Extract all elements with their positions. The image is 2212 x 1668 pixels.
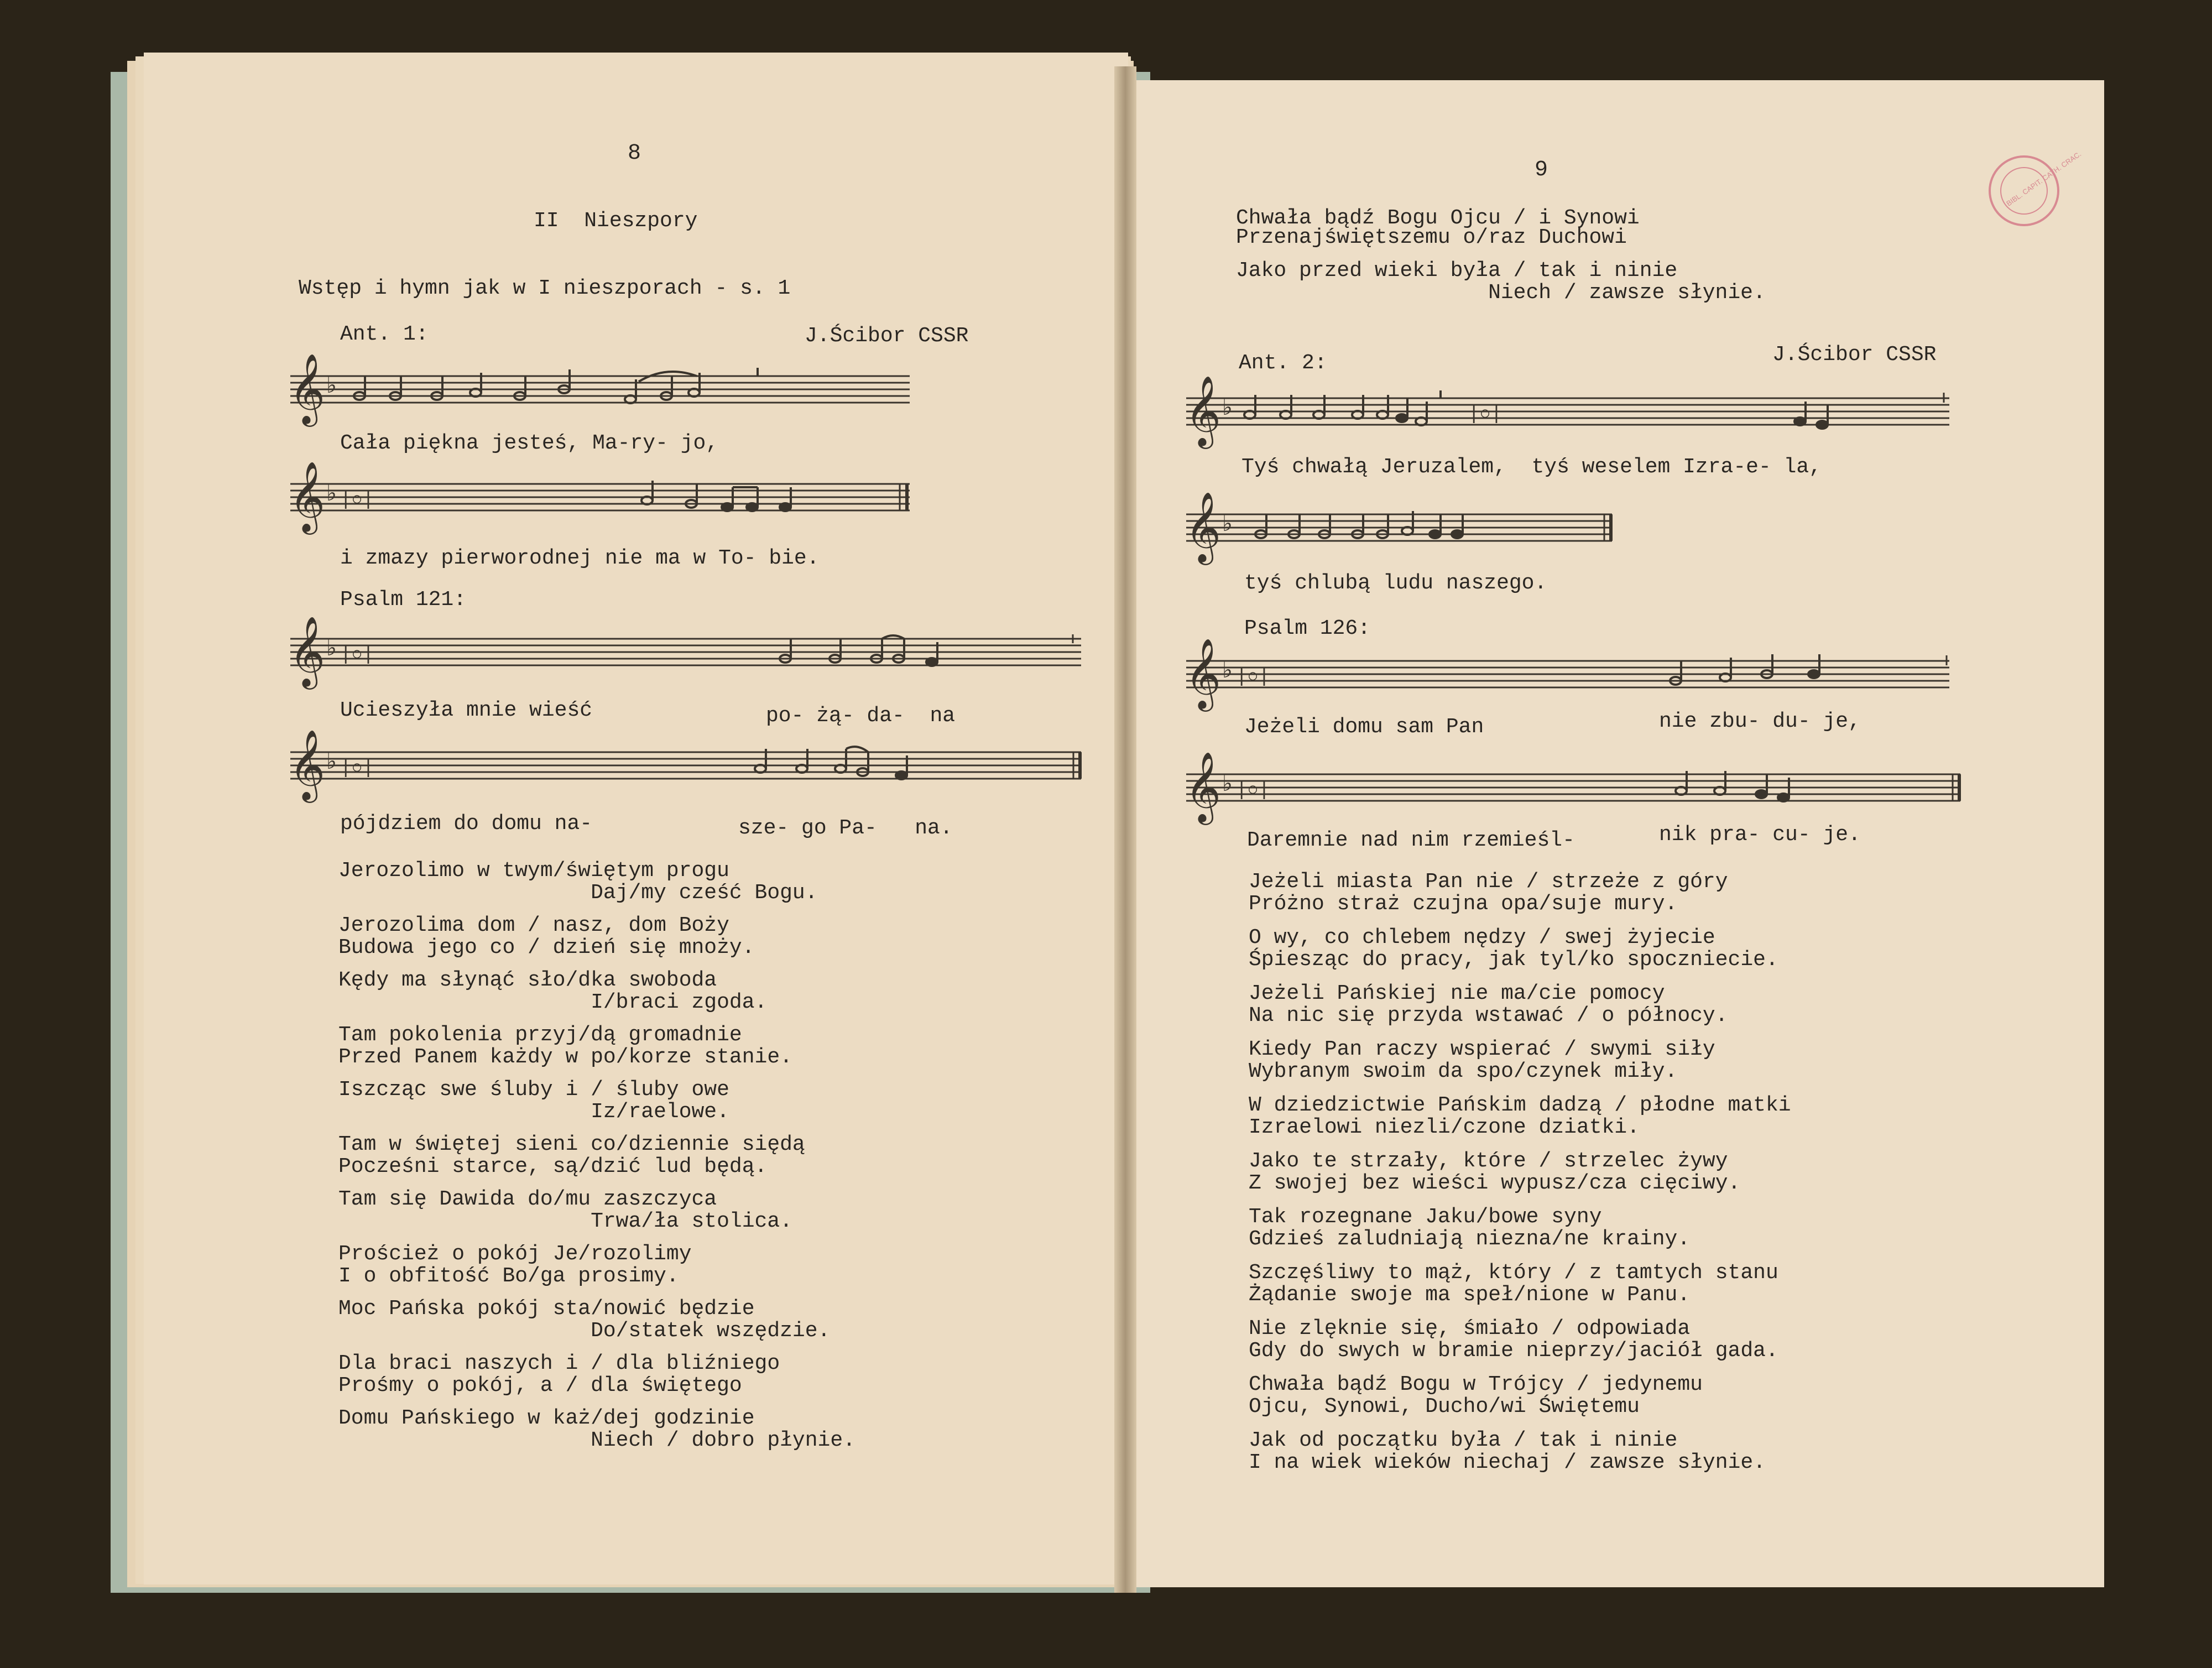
treble-clef-icon: 𝄞 (289, 616, 326, 686)
ant1-lyric-line2: i zmazy pierworodnej nie ma w To- bie. (340, 546, 820, 570)
music-staff-psalm121-line1 (285, 617, 1087, 694)
section-heading: II Nieszpory (534, 209, 698, 233)
psalm126-lyric-line1: Jeżeli domu sam Pan (1244, 715, 1484, 739)
verse-line: Moc Pańska pokój sta/nowić będzie (338, 1297, 755, 1321)
psalm126-lyric-line2b: nik pra- cu- je. (1659, 823, 1861, 847)
page-number-left: 8 (628, 141, 641, 166)
verse-line: Na nic się przyda wstawać / o północy. (1249, 1004, 1728, 1028)
antiphon-2-label: Ant. 2: (1239, 351, 1327, 375)
flat-sign-icon: ♭ (326, 373, 337, 398)
verse-line: Tam się Dawida do/mu zaszczyca (338, 1187, 717, 1211)
music-staff-ant1-line2 (285, 462, 915, 539)
verse-line: Żądanie swoje ma speł/nione w Panu. (1249, 1283, 1691, 1307)
verse-line: Z swojej bez wieści wypusz/cza cięciwy. (1249, 1171, 1741, 1195)
svg-text:|○|: |○| (1236, 780, 1270, 801)
psalm126-lyric-line1b: nie zbu- du- je, (1659, 710, 1861, 733)
svg-text:|○|: |○| (1236, 667, 1270, 688)
verse-line: Jak od początku była / tak i ninie (1249, 1429, 1678, 1452)
composer-credit-right: J.Ścibor CSSR (1772, 343, 1937, 367)
verse-line: Pocześni starce, są/dzić lud będą. (338, 1155, 768, 1179)
verse-line: Dla braci naszych i / dla bliźniego (338, 1352, 780, 1375)
flat-sign-icon: ♭ (326, 749, 337, 774)
verse-line: Przed Panem każdy w po/korze stanie. (338, 1045, 792, 1069)
verse-line: Chwała bądź Bogu w Trójcy / jedynemu (1249, 1373, 1703, 1396)
verse-line: Szczęśliwy to mąż, który / z tamtych stanu (1249, 1261, 1778, 1285)
verse-line: Gdzieś zaludniają niezna/ne krainy. (1249, 1227, 1691, 1251)
psalm121-lyric-line2: pójdziem do domu na- (340, 812, 593, 836)
psalm121-lyric-line1: Ucieszyła mnie wieść (340, 699, 593, 722)
book-gutter (1114, 66, 1136, 1593)
doxology-line3: Jako przed wieki była / tak i ninie (1236, 259, 1678, 283)
music-staff-psalm121-line2 (285, 730, 1087, 807)
antiphon-1-label: Ant. 1: (340, 322, 429, 346)
ant2-lyric-line2: tyś chlubą ludu naszego. (1244, 571, 1547, 595)
verse-line: Trwa/ła stolica. (338, 1210, 792, 1233)
treble-clef-icon: 𝄞 (289, 729, 326, 800)
verse-line: Wybranym swoim da spo/czynek miły. (1249, 1060, 1678, 1083)
verse-line: Jeżeli miasta Pan nie / strzeże z góry (1249, 870, 1728, 894)
verse-line: Iszcząc swe śluby i / śluby owe (338, 1078, 729, 1102)
doxology-line2: Przenajświętszemu o/raz Duchowi (1236, 226, 1627, 249)
verse-line: Proścież o pokój Je/rozolimy (338, 1242, 692, 1266)
verse-line: Tak rozegnane Jaku/bowe syny (1249, 1205, 1602, 1229)
page-number-right: 9 (1535, 158, 1548, 183)
ant1-lyric-line1: Cała piękna jesteś, Ma-ry- jo, (340, 431, 719, 455)
verse-line: Śpiesząc do pracy, jak tyl/ko spoczniecie. (1249, 948, 1778, 972)
psalm121-lyric-line1b: po- żą- da- na (766, 704, 956, 728)
verse-line: I o obfitość Bo/ga prosimy. (338, 1264, 679, 1288)
doxology-line4: Niech / zawsze słynie. (1236, 281, 1766, 305)
verse-line: Kędy ma słynąć sło/dka swoboda (338, 968, 717, 992)
library-stamp (1983, 149, 2083, 232)
flat-sign-icon: ♭ (326, 481, 337, 506)
svg-text:|○|: |○| (1468, 404, 1503, 425)
music-staff-ant2-line2 (1181, 492, 1623, 570)
verse-line: Jako te strzały, które / strzelec żywy (1249, 1149, 1728, 1173)
verse-line: Nie zlęknie się, śmiało / odpowiada (1249, 1317, 1691, 1341)
psalm-121-label: Psalm 121: (340, 588, 467, 612)
verse-line: Daj/my cześć Bogu. (338, 881, 818, 905)
svg-text:|○|: |○| (340, 758, 374, 779)
flat-sign-icon: ♭ (326, 635, 337, 661)
flat-sign-icon: ♭ (1222, 395, 1233, 420)
verse-line: Próżno straż czujna opa/suje mury. (1249, 892, 1678, 916)
svg-text:|○|: |○| (340, 645, 374, 666)
psalm121-lyric-line2b: sze- go Pa- na. (738, 816, 953, 840)
verse-line: Tam w świętej sieni co/dziennie siędą (338, 1133, 805, 1156)
music-staff-ant1-line1 (285, 354, 915, 431)
verse-line: Gdy do swych w bramie nieprzy/jaciół gada. (1249, 1339, 1778, 1363)
verse-line: I na wiek wieków niechaj / zawsze słynie. (1249, 1451, 1766, 1474)
verse-line: Jerozolima dom / nasz, dom Boży (338, 914, 729, 937)
treble-clef-icon: 𝄞 (289, 461, 326, 531)
psalm-126-label: Psalm 126: (1244, 617, 1371, 640)
flat-sign-icon: ♭ (1222, 771, 1233, 796)
treble-clef-icon: 𝄞 (1185, 751, 1222, 822)
music-staff-psalm126-line1 (1181, 639, 1955, 716)
composer-credit: J.Ścibor CSSR (805, 324, 969, 348)
verse-line: Jeżeli Pańskiej nie ma/cie pomocy (1249, 982, 1665, 1005)
intro-line: Wstęp i hymn jak w I nieszporach - s. 1 (299, 277, 791, 300)
verse-line: Prośmy o pokój, a / dla świętego (338, 1374, 742, 1398)
music-staff-psalm126-line2 (1181, 752, 1966, 830)
verse-line: O wy, co chlebem nędzy / swej żyjecie (1249, 926, 1715, 950)
ant2-lyric-line1: Tyś chwałą Jeruzalem, tyś weselem Izra-e- la, (1241, 455, 1822, 479)
treble-clef-icon: 𝄞 (1185, 375, 1222, 446)
verse-line: Ojcu, Synowi, Ducho/wi Świętemu (1249, 1395, 1640, 1419)
psalm126-lyric-line2: Daremnie nad nim rzemieśl- (1247, 828, 1575, 852)
music-staff-ant2-line1 (1181, 376, 1955, 454)
verse-line: Niech / dobro płynie. (338, 1429, 855, 1452)
verse-line: W dziedzictwie Pańskim dadzą / płodne matki (1249, 1093, 1791, 1117)
svg-text:|○|: |○| (340, 490, 374, 511)
verse-line: Domu Pańskiego w każ/dej godzinie (338, 1406, 755, 1430)
verse-line: Kiedy Pan raczy wspierać / swymi siły (1249, 1038, 1715, 1061)
flat-sign-icon: ♭ (1222, 658, 1233, 683)
verse-line: Izraelowi niezli/czone dziatki. (1249, 1116, 1640, 1139)
treble-clef-icon: 𝄞 (1185, 638, 1222, 708)
svg-text:BIBL. CAPIT. CATH. CRAC.: BIBL. CAPIT. CATH. CRAC. (2005, 149, 2083, 208)
verse-line: Jerozolimo w twym/świętym progu (338, 859, 729, 883)
treble-clef-icon: 𝄞 (1185, 491, 1222, 562)
verse-line: Do/statek wszędzie. (338, 1319, 831, 1343)
verse-line: Tam pokolenia przyj/dą gromadnie (338, 1023, 742, 1047)
treble-clef-icon: 𝄞 (289, 353, 326, 424)
verse-line: Budowa jego co / dzień się mnoży. (338, 936, 755, 960)
verse-line: I/braci zgoda. (338, 991, 768, 1014)
flat-sign-icon: ♭ (1222, 511, 1233, 536)
doxology-line1: Chwała bądź Bogu Ojcu / i Synowi (1236, 206, 1640, 230)
verse-line: Iz/raelowe. (338, 1100, 729, 1124)
